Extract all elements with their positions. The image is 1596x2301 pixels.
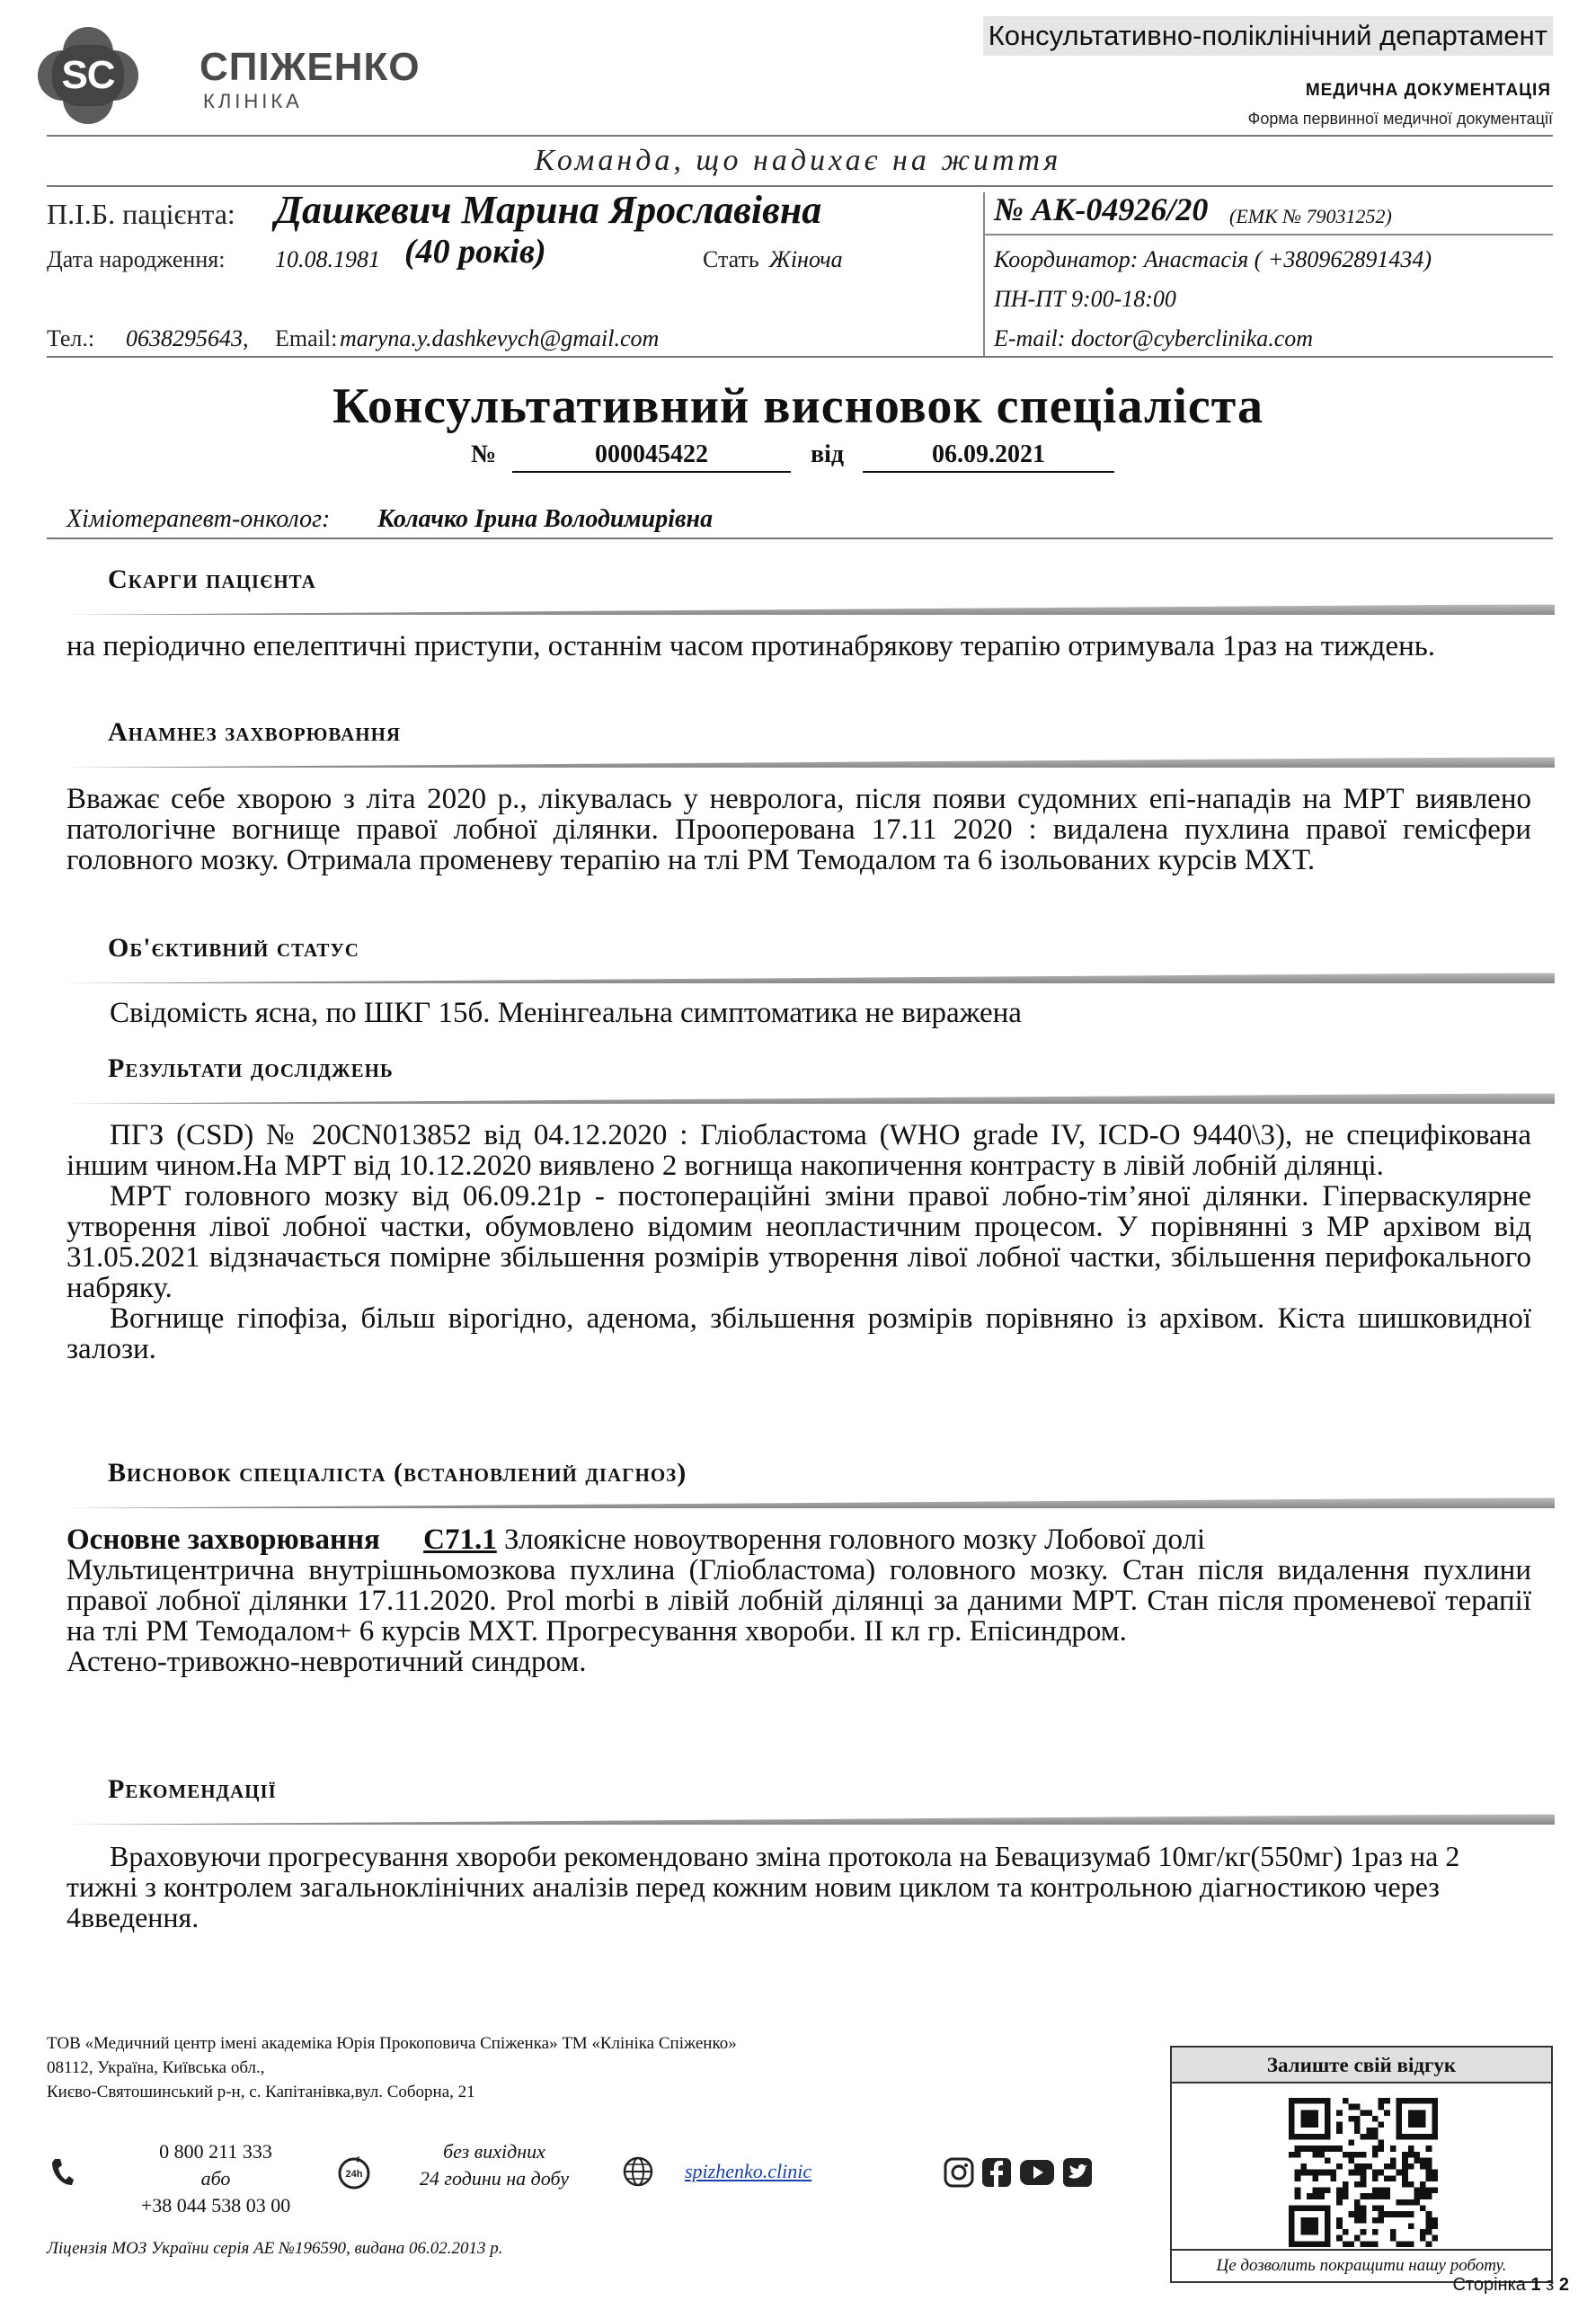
footer-24-hours: 24 години на добу	[419, 2167, 570, 2190]
anamnesis-text: Вважає себе хворою з літа 2020 р., лікувалась у невролога, після появи судомних епі-нападів на МРТ виявлено патологічне вогнище правої лобної ділянки. Прооперована 17.11 2020 : видалена пухлина правої гемісфери головного мозку. Отримала променеву терапію на тлі РМ Темодалом та 6 ізольованих курсів МХТ.	[66, 783, 1531, 876]
page-of: з	[1546, 2275, 1555, 2295]
objective-status-heading: Об'єктивний статус	[108, 933, 359, 963]
recommendations-heading: Рекомендації	[108, 1774, 277, 1804]
complaints-heading: Скарги пацієнта	[108, 564, 316, 594]
email-label: Email:	[275, 325, 338, 351]
results-paragraph: МРТ головного мозку від 06.09.21р - постопераційні зміни правої лобно-тім’яної ділянки. Гіперваскулярне утворення лівої лобної частки, обумовлено відомим неопластичним процесом. У порівнянні з МР архівом від 31.05.2021 відзначається помірне збільшення розмірів утворення лівої лобної частки, збільшення перифокального набряку.	[66, 1180, 1531, 1304]
qr-code-icon[interactable]	[1287, 2098, 1440, 2247]
patient-email: maryna.y.dashkevych@gmail.com	[340, 325, 660, 351]
diagnosis-text	[66, 1524, 1531, 1677]
patient-block-divider	[983, 192, 985, 356]
results-paragraph: Вогнище гіпофіза, більш вірогідно, аденома, збільшення розмірів порівняно із архівом. Кіста шишковидної залози.	[66, 1302, 1531, 1365]
document-title: Консультативний висновок спеціаліста	[332, 378, 1264, 434]
anamnesis-heading: Анамнез захворювання	[108, 717, 402, 747]
feedback-note: Це дозволить покращити нашу роботу.	[1172, 2249, 1551, 2281]
objective-status-wedge	[63, 973, 1555, 983]
results-text	[66, 1120, 1531, 1364]
results-wedge	[63, 1093, 1555, 1104]
patient-name-label: П.І.Б. пацієнта:	[47, 198, 235, 230]
youtube-icon[interactable]	[1019, 2159, 1055, 2190]
coordinator-info: Координатор: Анастасія ( +380962891434)	[994, 246, 1432, 272]
phone-icon	[50, 2157, 74, 2190]
main-disease-label: Основне захворювання	[66, 1524, 380, 1556]
instagram-icon[interactable]	[944, 2157, 974, 2192]
clinic-motto: Команда, що надихає на життя	[534, 144, 1062, 177]
patient-name: Дашкевич Марина Ярославівна	[275, 188, 822, 232]
facebook-icon[interactable]	[981, 2157, 1012, 2192]
page-label: Сторінка	[1452, 2275, 1526, 2295]
feedback-title: Залиште свій відгук	[1172, 2048, 1551, 2083]
conclusion-date: 06.09.2021	[932, 440, 1045, 468]
footer-no-days-off: без вихідних	[443, 2140, 545, 2163]
page-current: 1	[1530, 2275, 1541, 2295]
date-underline	[863, 471, 1114, 473]
twitter-icon[interactable]	[1062, 2157, 1093, 2192]
doctor-divider	[47, 537, 1553, 539]
record-number: № АК-04926/20	[994, 191, 1209, 227]
patient-age: (40 років)	[404, 233, 546, 271]
department-label: Консультативно-поліклінічний департамент	[983, 16, 1553, 56]
recommendations-wedge	[63, 1814, 1555, 1825]
footer-company: ТОВ «Медичний центр імені академіка Юрія Прокоповича Спіженка» ТМ «Клініка Спіженко»	[47, 2034, 737, 2053]
footer-phone2: +38 044 538 03 00	[140, 2194, 291, 2217]
diagnosis-extra: Астено-тривожно-невротичний синдром.	[66, 1646, 587, 1678]
icd-code: C71.1	[423, 1524, 497, 1556]
clinic-email: E-mail: doctor@cyberclinika.com	[994, 325, 1314, 351]
conclusion-number-label: №	[471, 440, 497, 468]
footer-license: Ліцензія МОЗ України серія АЕ №196590, видана 06.02.2013 р.	[47, 2239, 503, 2258]
footer-address2: Києво-Святошинський р-н, с. Капітанівка,вул. Соборна, 21	[47, 2083, 475, 2101]
results-paragraph: ПГЗ (CSD) № 20CN013852 від 04.12.2020 : Гліобластома (WHO grade IV, ICD-O 9440\3), не специфікована іншим чином.На МРТ від 10.12.2020 виявлено 2 вогнища накопичення контрасту в лівій лобній ділянці.	[66, 1119, 1531, 1182]
anamnesis-wedge	[63, 757, 1555, 768]
footer-or: або	[200, 2167, 231, 2190]
footer-phone1: 0 800 211 333	[159, 2140, 272, 2163]
emk-number: (ЕМК № 79031252)	[1229, 205, 1392, 227]
form-note: Форма первинної медичної документації	[1247, 110, 1553, 128]
doctor-role: Хіміотерапевт-онколог:	[66, 505, 331, 533]
diagnosis-body: Мультицентрична внутрішньомозкова пухлина (Гліобластома) головного мозку. Стан після видалення пухлини правої лобної ділянки 17.11.2020. Prol morbi в лівій лобній ділянці за даними МРТ. Стан після променевої терапії на тлі РМ Темодалом+ 6 курсів МХТ. Прогресування хвороби. ІІ кл гр. Епісиндром.	[66, 1554, 1531, 1648]
results-heading: Результати досліджень	[108, 1053, 394, 1083]
patient-block-bottom-divider	[47, 356, 1553, 358]
diagnosis-wedge	[63, 1497, 1555, 1508]
clinic-logo	[38, 27, 138, 124]
coordinator-divider	[983, 234, 1553, 235]
phone-label: Тел.:	[47, 325, 95, 351]
conclusion-number: 000045422	[595, 440, 708, 468]
patient-phone: 0638295643,	[126, 325, 249, 351]
logo-text: SC	[61, 53, 115, 97]
medical-documentation-label: МЕДИЧНА ДОКУМЕНТАЦІЯ	[1305, 81, 1551, 100]
recommendations-text: Враховуючи прогресування хвороби рекомендовано зміна протокола на Бевацизумаб 10мг/кг(550мг) 1раз на 2 тижні з контролем загальноклінічних аналізів перед кожним новим циклом та контрольною діагностикою через 4введення.	[66, 1840, 1460, 1933]
coordinator-hours: ПН-ПТ 9:00-18:00	[994, 286, 1176, 312]
dob-value: 10.08.1981	[275, 246, 380, 272]
clock-24h-icon	[336, 2155, 372, 2196]
feedback-box	[1170, 2046, 1553, 2283]
clinic-brand-sub: КЛІНІКА	[203, 90, 303, 112]
clinic-brand: СПІЖЕНКО	[200, 45, 421, 89]
website-link[interactable]: spizhenko.clinic	[685, 2160, 812, 2182]
clock-24h-text: 24h	[345, 2169, 363, 2180]
complaints-wedge	[63, 604, 1555, 615]
number-underline	[512, 471, 791, 473]
page-number	[1452, 2275, 1569, 2296]
diagnosis-heading: Висновок спеціаліста (встановлений діагноз)	[108, 1458, 687, 1488]
objective-status-text: Свідомість ясна, по ШКГ 15б. Менінгеальна симптоматика не виражена	[110, 997, 1022, 1029]
page-total: 2	[1558, 2275, 1569, 2295]
globe-icon	[622, 2155, 654, 2192]
doctor-name: Колачко Ірина Володимирівна	[377, 505, 714, 533]
conclusion-date-label: від	[811, 440, 845, 468]
dob-label: Дата народження:	[47, 246, 226, 272]
sex-value: Жіноча	[769, 246, 843, 272]
complaints-text: на періодично епелептичні приступи, останнім часом протинабрякову терапію отримувала 1раз на тиждень.	[66, 630, 1436, 662]
header-divider	[47, 135, 1553, 137]
footer-address1: 08112, Україна, Київська обл.,	[47, 2058, 265, 2077]
sex-label: Стать	[703, 246, 759, 272]
diagnosis-line: Злоякісне новоутворення головного мозку Лобової долі	[503, 1524, 1206, 1556]
